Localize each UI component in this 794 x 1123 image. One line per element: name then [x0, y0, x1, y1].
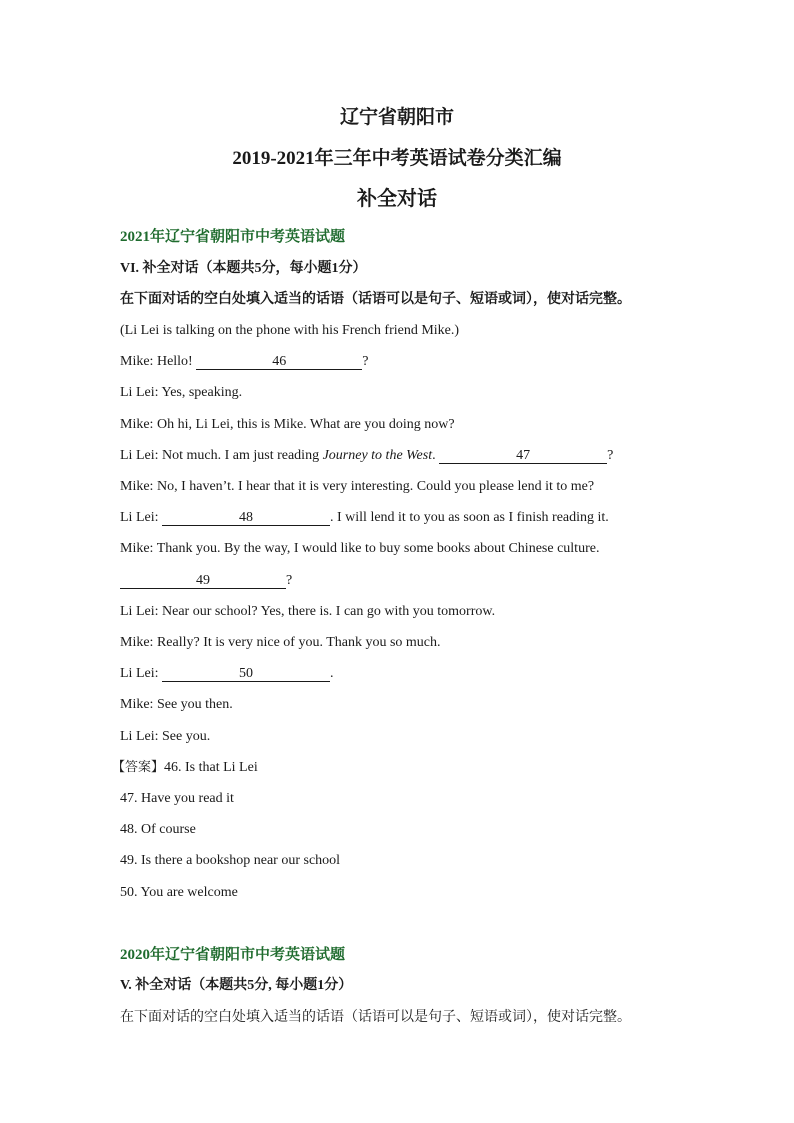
answer-47: 47. Have you read it	[120, 791, 234, 806]
punctuation: ?	[607, 448, 614, 463]
dialogue-line-5	[120, 478, 594, 496]
dialogue-line-13	[120, 728, 210, 746]
dialogue-text: See you.	[162, 729, 211, 744]
dialogue-text: Not much. I am just reading	[162, 448, 320, 463]
speaker: Mike:	[120, 697, 154, 712]
dialogue-text: Hello!	[156, 354, 193, 369]
book-title: Journey to the West	[322, 448, 433, 463]
dialogue-text: Yes, speaking.	[161, 385, 243, 400]
punctuation: .	[432, 448, 436, 463]
title-line-3: 补全对话	[357, 188, 437, 210]
answer-49: 49. Is there a bookshop near our school	[120, 853, 341, 868]
answer-text: 46. Is that Li Lei	[164, 760, 258, 775]
dialogue-line-9	[120, 603, 495, 621]
speaker: Li Lei:	[120, 448, 159, 463]
section-2020-heading: 2020年辽宁省朝阳市中考英语试题	[120, 947, 346, 963]
dialogue-text: Really? It is very nice of you. Thank you so much.	[156, 635, 441, 650]
answer-48: 48. Of course	[120, 822, 196, 837]
blank-48[interactable]: 48	[162, 510, 330, 526]
section-2021-part: VI. 补全对话（本题共5分，每小题1分）	[120, 261, 367, 276]
blank-50[interactable]: 50	[162, 666, 330, 682]
dialogue-line-1	[120, 353, 368, 371]
speaker: Mike:	[120, 354, 154, 369]
speaker: Li Lei:	[120, 510, 159, 525]
section-2021-instruction: 在下面对话的空白处填入适当的话语（话语可以是句子、短语或词），使对话完整。	[120, 292, 631, 307]
dialogue-line-10	[120, 634, 441, 652]
speaker: Mike:	[120, 541, 154, 556]
answer-label: 【答案】	[112, 760, 165, 775]
speaker: Li Lei:	[120, 666, 159, 681]
blank-47[interactable]: 47	[439, 448, 607, 464]
punctuation: ?	[286, 573, 293, 588]
dialogue-line-12	[120, 696, 233, 714]
answer-46	[112, 759, 258, 777]
section-2020-part: V. 补全对话（本题共5分, 每小题1分）	[120, 978, 353, 993]
speaker: Mike:	[120, 417, 154, 432]
dialogue-text: Oh hi, Li Lei, this is Mike. What are you doing now?	[156, 417, 455, 432]
dialogue-text: Near our school? Yes, there is. I can go with you tomorrow.	[162, 604, 496, 619]
speaker: Li Lei:	[120, 729, 159, 744]
punctuation: ?	[362, 354, 369, 369]
dialogue-line-11	[120, 665, 334, 683]
speaker: Mike:	[120, 635, 154, 650]
speaker: Mike:	[120, 479, 154, 494]
title-line-1: 辽宁省朝阳市	[339, 107, 454, 128]
dialogue-text: Thank you. By the way, I would like to buy some books about Chinese culture.	[156, 541, 600, 556]
speaker: Li Lei:	[120, 385, 159, 400]
section-2021-heading: 2021年辽宁省朝阳市中考英语试题	[120, 229, 346, 245]
dialogue-line-4	[120, 447, 613, 465]
dialogue-line-2	[120, 384, 242, 402]
answer-50: 50. You are welcome	[120, 885, 238, 900]
dialogue-line-3	[120, 416, 455, 434]
dialogue-text: No, I haven’t. I hear that it is very interesting. Could you please lend it to me?	[156, 479, 595, 494]
blank-46[interactable]: 46	[196, 354, 362, 370]
dialogue-line-6	[120, 509, 609, 527]
dialogue-context: (Li Lei is talking on the phone with his French friend Mike.)	[120, 323, 460, 338]
punctuation: .	[330, 666, 334, 681]
speaker: Li Lei:	[120, 604, 159, 619]
section-2020-instruction: 在下面对话的空白处填入适当的话语（话语可以是句子、短语或词），使对话完整。	[120, 1010, 631, 1025]
dialogue-line-8	[120, 572, 292, 590]
title-line-2: 2019-2021年三年中考英语试卷分类汇编	[232, 148, 562, 169]
dialogue-text: . I will lend it to you as soon as I finish reading it.	[330, 510, 609, 525]
dialogue-line-7	[120, 540, 599, 558]
blank-49[interactable]: 49	[120, 573, 286, 589]
dialogue-text: See you then.	[156, 697, 233, 712]
